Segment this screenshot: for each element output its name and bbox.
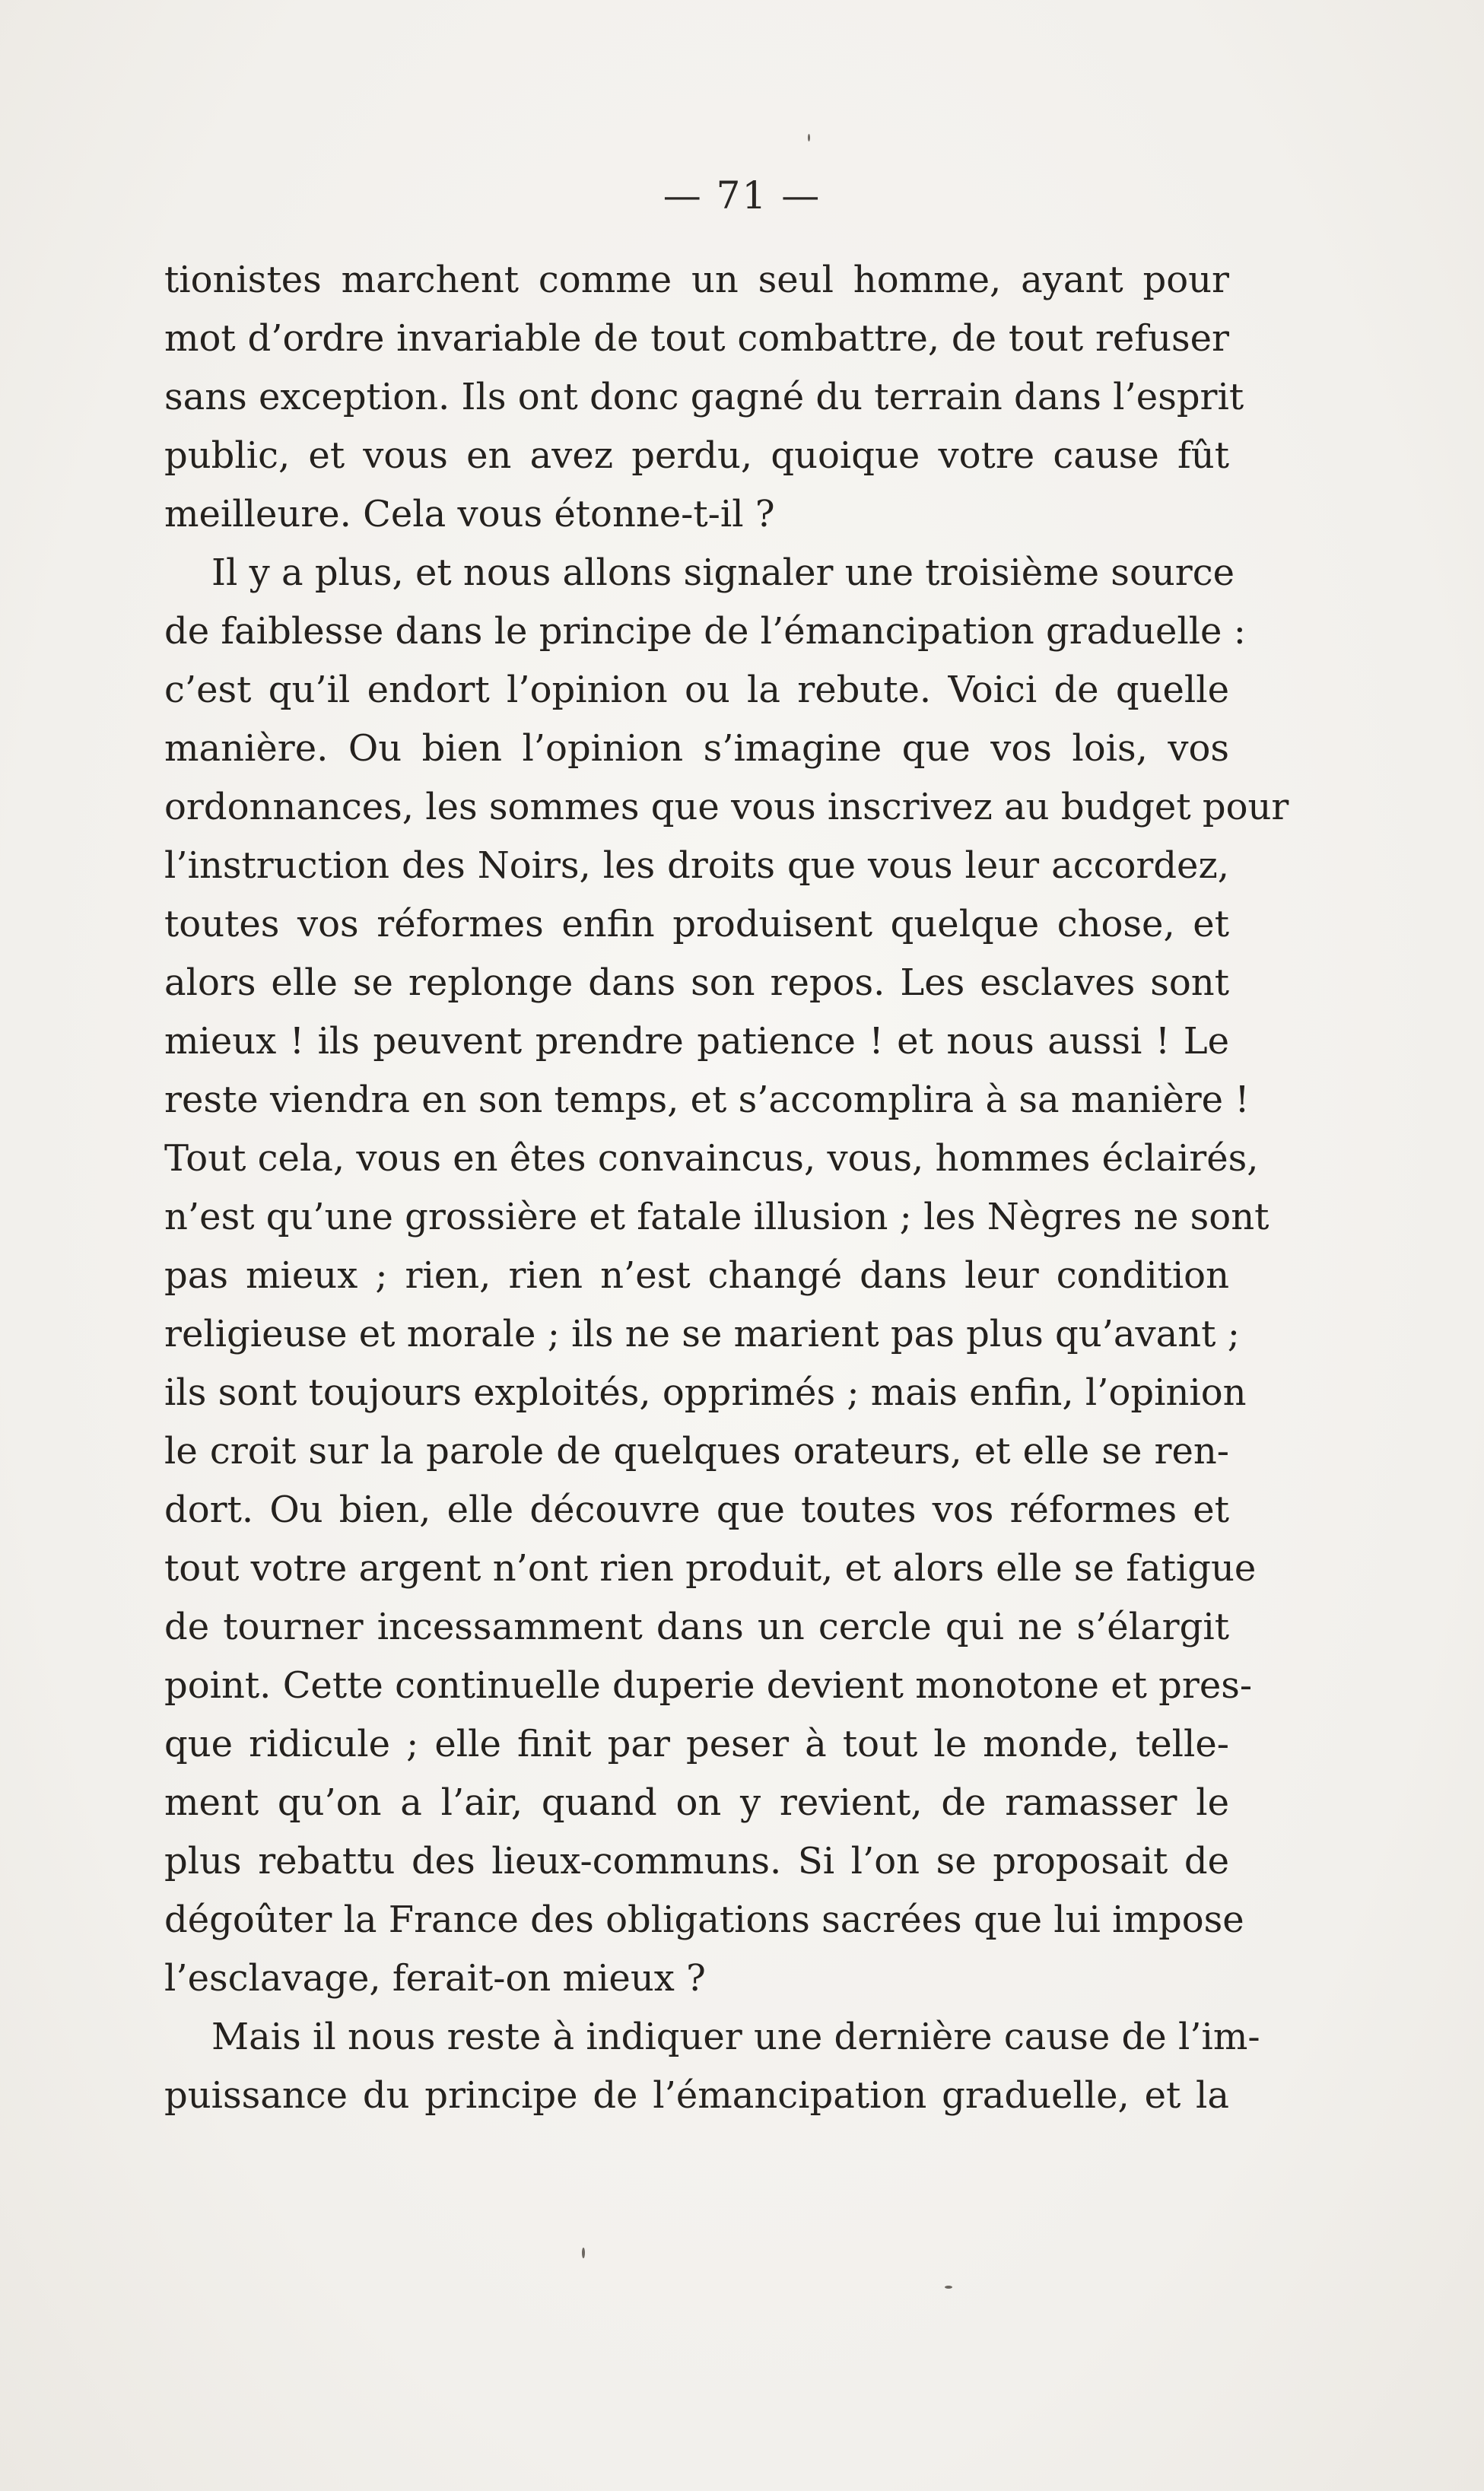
text-line: mot d’ordre invariable de tout combattre, de tout refuser: [164, 317, 1229, 360]
paper-speck: [945, 2286, 952, 2289]
text-line: pas mieux ; rien, rien n’est changé dans leur condition: [164, 1254, 1229, 1297]
text-line: que ridicule ; elle finit par peser à tout le monde, telle-: [164, 1723, 1229, 1765]
text-line: de faiblesse dans le principe de l’émancipation graduelle :: [164, 610, 1246, 653]
text-line: manière. Ou bien l’opinion s’imagine que vos lois, vos: [164, 727, 1229, 770]
text-line: tionistes marchent comme un seul homme, ayant pour: [164, 259, 1229, 301]
text-line: plus rebattu des lieux-communs. Si l’on se proposait de: [164, 1840, 1229, 1883]
text-line: ils sont toujours exploités, opprimés ; mais enfin, l’opinion: [164, 1371, 1247, 1414]
text-line: Mais il nous reste à indiquer une dernière cause de l’im-: [211, 2016, 1260, 2058]
text-line: c’est qu’il endort l’opinion ou la rebute. Voici de quelle: [164, 669, 1229, 711]
text-line: meilleure. Cela vous étonne-t-il ?: [164, 493, 775, 535]
page-number: — 71 —: [663, 173, 821, 218]
text-line: ment qu’on a l’air, quand on y revient, de ramasser le: [164, 1781, 1229, 1824]
text-line: point. Cette continuelle duperie devient monotone et pres-: [164, 1664, 1253, 1707]
body-text: [164, 251, 1289, 2125]
text-line: l’esclavage, ferait-on mieux ?: [164, 1957, 706, 2000]
text-line: ordonnances, les sommes que vous inscrivez au budget pour: [164, 786, 1289, 828]
text-line: dégoûter la France des obligations sacrées que lui impose: [164, 1898, 1244, 1941]
text-line: puissance du principe de l’émancipation graduelle, et la: [164, 2074, 1229, 2117]
paper-speck: [582, 2248, 585, 2258]
text-line: toutes vos réformes enfin produisent quelque chose, et: [164, 903, 1229, 945]
text-line: n’est qu’une grossière et fatale illusion ; les Nègres ne sont: [164, 1196, 1270, 1238]
text-line: religieuse et morale ; ils ne se marient pas plus qu’avant ;: [164, 1313, 1240, 1355]
text-line: de tourner incessamment dans un cercle qui ne s’élargit: [164, 1606, 1229, 1648]
text-line: l’instruction des Noirs, les droits que vous leur accordez,: [164, 844, 1229, 887]
text-line: le croit sur la parole de quelques orateurs, et elle se ren-: [164, 1430, 1229, 1473]
text-line: sans exception. Ils ont donc gagné du terrain dans l’esprit: [164, 376, 1244, 418]
text-line: tout votre argent n’ont rien produit, et alors elle se fatigue: [164, 1547, 1257, 1590]
text-line: public, et vous en avez perdu, quoique votre cause fût: [164, 434, 1229, 477]
text-line: dort. Ou bien, elle découvre que toutes vos réformes et: [164, 1489, 1229, 1531]
text-line: Il y a plus, et nous allons signaler une troisième source: [211, 551, 1235, 594]
paper-speck: [808, 134, 810, 141]
text-line: alors elle se replonge dans son repos. Les esclaves sont: [164, 961, 1229, 1004]
text-line: Tout cela, vous en êtes convaincus, vous, hommes éclairés,: [164, 1137, 1259, 1180]
text-line: mieux ! ils peuvent prendre patience ! et nous aussi ! Le: [164, 1020, 1229, 1063]
text-line: reste viendra en son temps, et s’accomplira à sa manière !: [164, 1079, 1250, 1121]
